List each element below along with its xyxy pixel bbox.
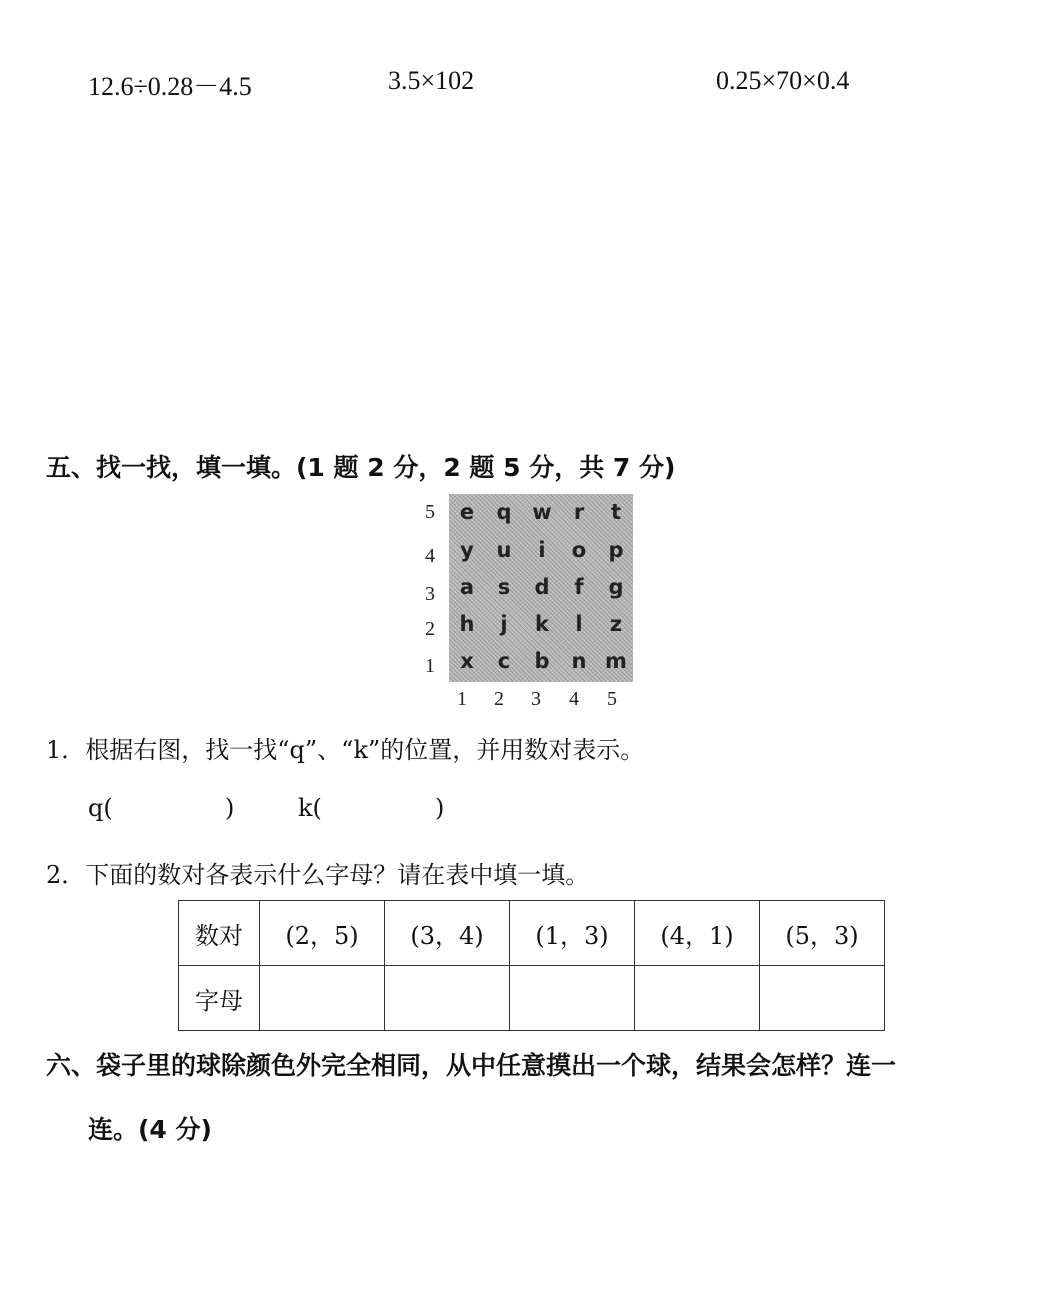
section5-title: 五、找一找，填一填。(1 题 2 分，2 题 5 分，共 7 分) [46, 453, 676, 482]
grid-x-label: 2 [494, 688, 504, 710]
grid-x-label: 5 [607, 688, 617, 710]
table-row [179, 901, 885, 966]
grid-y-label: 5 [425, 501, 435, 523]
grid-letter: x [460, 649, 474, 673]
calc-expression-3: 0.25×70×0.4 [716, 66, 850, 95]
answer-q-close: ) [225, 794, 235, 822]
table-header-letters: 字母 [179, 966, 260, 1031]
table-cell-letter-answer[interactable] [385, 966, 510, 1031]
grid-x-label: 4 [569, 688, 579, 710]
table-cell-pair: (2，5) [260, 901, 385, 966]
answer-q-blank[interactable] [114, 794, 224, 824]
table-cell-letter-answer[interactable] [760, 966, 885, 1031]
table-cell-pair: (3，4) [385, 901, 510, 966]
calc-expression-1: 12.6÷0.28－4.5 [88, 72, 252, 101]
grid-letter: y [460, 538, 474, 562]
grid-x-label: 1 [457, 688, 467, 710]
grid-letter: s [497, 575, 511, 599]
grid-letter: w [532, 500, 552, 524]
grid-letter: c [497, 649, 511, 673]
grid-letter: r [573, 500, 585, 524]
grid-y-label: 3 [425, 583, 435, 605]
table-cell-letter-answer[interactable] [510, 966, 635, 1031]
grid-letter: t [610, 500, 622, 524]
table-header-pairs: 数对 [179, 901, 260, 966]
grid-y-label: 4 [425, 545, 435, 567]
grid-x-label: 3 [531, 688, 541, 710]
grid-y-label: 1 [425, 655, 435, 677]
grid-letter: q [496, 500, 512, 524]
table-cell-letter-answer[interactable] [260, 966, 385, 1031]
grid-letter: o [571, 538, 587, 562]
table-row [179, 966, 885, 1031]
grid-letter: j [500, 612, 508, 636]
answer-k-blank[interactable] [324, 794, 434, 824]
calc-expression-2: 3.5×102 [388, 66, 475, 95]
grid-letter: u [496, 538, 512, 562]
grid-letter: g [608, 575, 624, 599]
grid-letter: n [571, 649, 587, 673]
answer-k-label: k( [298, 794, 322, 822]
grid-letter: h [459, 612, 475, 636]
grid-letter: d [534, 575, 550, 599]
grid-letter: l [575, 612, 583, 636]
grid-letter: a [459, 575, 475, 599]
letter-grid-background [449, 494, 633, 682]
grid-letter: z [609, 612, 623, 636]
grid-letter: p [608, 538, 624, 562]
table-cell-pair: (4，1) [635, 901, 760, 966]
question-2-text: 2．下面的数对各表示什么字母？请在表中填一填。 [46, 861, 590, 889]
grid-letter: b [534, 649, 550, 673]
table-cell-letter-answer[interactable] [635, 966, 760, 1031]
question-1-text: 1．根据右图，找一找“q”、“k”的位置，并用数对表示。 [46, 736, 645, 764]
grid-letter: e [459, 500, 475, 524]
section6-title-line2: 连。(4 分) [88, 1115, 212, 1144]
answer-q-label: q( [88, 794, 113, 822]
answer-k-close: ) [435, 794, 445, 822]
section6-title-line1: 六、袋子里的球除颜色外完全相同，从中任意摸出一个球，结果会怎样？连一 [46, 1051, 897, 1080]
grid-letter: k [535, 612, 549, 636]
grid-y-label: 2 [425, 618, 435, 640]
number-pair-table [178, 900, 885, 1031]
grid-letter: m [605, 649, 627, 673]
table-cell-pair: (5，3) [760, 901, 885, 966]
grid-letter: i [538, 538, 546, 562]
table-cell-pair: (1，3) [510, 901, 635, 966]
grid-letter: f [574, 575, 584, 599]
